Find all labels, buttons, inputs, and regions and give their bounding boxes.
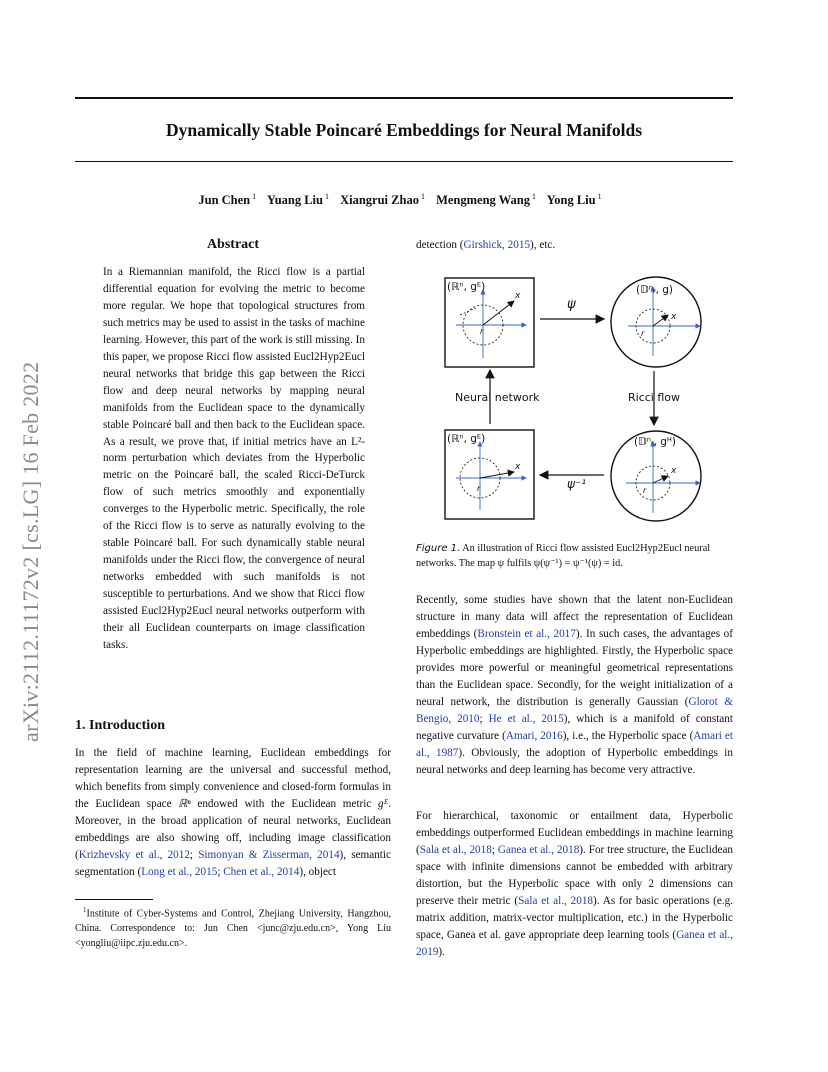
citation-link[interactable]: Sala et al., 2018	[419, 844, 492, 856]
x-label: x	[515, 291, 521, 301]
r-label: r	[477, 484, 481, 493]
footnote-text: Institute of Cyber-Systems and Control, Zhejiang University, Hangzhou, China. Correspondence to: Jun Chen <junc@zju.edu.cn>, Yong Liu <yongliu@iipc.zju.edu.cn>.	[75, 908, 391, 949]
neural-network-label: Neural network	[455, 391, 540, 404]
text-run: ). In such cases, the advantages of Hyperbolic embeddings are highlighted. Firstly, the Hyperbolic space provides more powerful or meaningful geometrical representations than the Euclidean space. Secondly, for the weight initialization of a neural network, the distribution is generally Gaussian (	[416, 628, 733, 708]
r-label: r	[480, 327, 484, 336]
author-name: Yong Liu	[546, 193, 596, 208]
text-run: For hierarchical, taxonomic or entailment data, Hyperbolic embeddings outperformed Euclidean embeddings in machine learning (	[416, 810, 733, 856]
text-run: Recently, some studies have shown that the latent non-Euclidean structure in many data will affect the representation of Euclidean embeddings (	[416, 594, 733, 640]
abstract-text: In a Riemannian manifold, the Ricci flow is a partial differential equation for evolving the metric to become more regular. We hope that topological structures from such metrics may be used to assist in the tasks of machine learning. However, this part of the work is still missing. In this paper, we propose Ricci flow assisted Eucl2Hyp2Eucl neural networks that bridge this gap between the Ricci flow and deep neural networks by mapping neural manifolds from the Euclidean space to the dynamically stable Poincaré ball and then back to the Euclidean space. As a result, we prove that, if initial metrics have an L²-norm perturbation which deviates from the Hyperbolic metric on the Poincaré ball, the scaled Ricci-DeTurck flow of such metrics smoothly and exponentially converges to the Hyperbolic metric. Specifically, the role of the Ricci flow is to serve as naturally evolving to the stable Poincaré ball. For such dynamically stable neural manifolds under the Ricci flow, the convergence of neural networks embedded with such manifolds is not susceptible to perturbations. And we show that Ricci flow assisted Eucl2Hyp2Eucl neural networks outperform with their all Euclidean counterparts on image classification tasks.	[103, 266, 365, 651]
r-label: r	[641, 329, 645, 338]
r-label: r	[643, 486, 647, 495]
author-list	[75, 192, 733, 208]
author-name: Mengmeng Wang	[436, 193, 530, 208]
psi-inverse-label: ψ⁻¹	[567, 477, 587, 491]
affiliation-mark: 1	[324, 192, 329, 201]
text-run: ). Obviously, the adoption of Hyperbolic embeddings in neural networks and deep learning has become very attractive.	[416, 747, 733, 776]
affiliation-mark: 1	[531, 192, 536, 201]
affiliation-mark: 1	[597, 192, 602, 201]
citation-link[interactable]: Glorot & Bengio, 2010	[416, 696, 733, 725]
text-run: endowed with the Euclidean metric	[190, 798, 379, 810]
text-run: ), object	[299, 866, 336, 878]
text-run: . Moreover, in the broad application of neural networks, Euclidean embeddings are also showing off, including image classification (	[75, 798, 391, 861]
figure-caption	[416, 542, 733, 571]
text-run: ;	[491, 844, 498, 856]
citation-link[interactable]: Amari, 2016	[505, 730, 563, 742]
author-name: Jun Chen	[198, 193, 251, 208]
x-label: x	[515, 462, 521, 472]
space-label: (𝔻ⁿᵣ, g)	[636, 284, 674, 296]
space-label: (𝔻ⁿᵣ, gᴴ)	[634, 436, 677, 448]
text-run: ;	[189, 849, 199, 861]
body-paragraph	[416, 592, 733, 779]
text-run: ), etc.	[530, 239, 556, 251]
text-run: ;	[479, 713, 489, 725]
citation-link[interactable]: Krizhevsky et al., 2012	[78, 849, 190, 861]
citation-link[interactable]: Ganea et al., 2018	[497, 844, 580, 856]
space-label: (ℝⁿ, gᴱ)	[447, 433, 486, 445]
math-symbol: ℝⁿ	[178, 798, 191, 810]
citation-link[interactable]: Sala et al., 2018	[518, 895, 594, 907]
citation-link[interactable]: Amari et al., 1987	[416, 730, 733, 759]
citation-link[interactable]: Bronstein et al., 2017	[477, 628, 576, 640]
text-run: ).	[438, 946, 445, 958]
arxiv-stamp: arXiv:2112.11172v2 [cs.LG] 16 Feb 2022	[18, 361, 43, 742]
citation-link[interactable]: Long et al., 2015	[141, 866, 218, 878]
text-run: ;	[217, 866, 224, 878]
citation-link[interactable]: Chen et al., 2014	[223, 866, 300, 878]
text-run: ). For tree structure, the Euclidean space with infinite dimensions cannot be embedded with arbitrary distortion, but the Hyperbolic space with only 2 dimensions can preserve their metric (	[416, 844, 734, 907]
x-label: x	[671, 466, 677, 476]
footnote-mark: 1	[83, 906, 87, 914]
footnote	[75, 903, 391, 951]
citation-link[interactable]: Girshick, 2015	[463, 239, 531, 251]
abstract-heading: Abstract	[206, 237, 260, 252]
continued-text	[416, 239, 555, 251]
text-run: ), i.e., the Hyperbolic space (	[562, 730, 694, 742]
title-rule-bottom	[75, 161, 733, 162]
text-run: ), which is a manifold of constant negative curvature (	[416, 713, 733, 742]
title-rule-top	[75, 97, 733, 99]
caption-text: An illustration of Ricci flow assisted Eucl2Hyp2Eucl neural networks. The map ψ fulfils ψ(ψ⁻¹) = ψ⁻¹(ψ) = id.	[416, 543, 711, 569]
space-label: (ℝⁿ, gᴱ)	[447, 281, 486, 293]
text-run: In the field of machine learning, Euclidean embeddings for representation learning are the universal and successful method, which benefits from simply convenience and closed-form formulas in the Euclidean space	[75, 747, 391, 810]
section-heading-introduction: 1. Introduction	[75, 718, 165, 733]
citation-link[interactable]: Simonyan & Zisserman, 2014	[198, 849, 340, 861]
text-run: ). As for basic operations (e.g. matrix addition, matrix-vector multiplication, etc.) in the Hyperbolic space, Ganea et al. gave appropriate deep learning tools (	[416, 895, 733, 941]
affiliation-mark: 1	[420, 192, 425, 201]
text-run: ), semantic segmentation (	[75, 849, 391, 878]
body-paragraph	[416, 808, 733, 961]
math-symbol: gᴱ	[378, 798, 389, 810]
psi-label: ψ	[567, 297, 576, 312]
caption-label: Figure 1.	[416, 543, 461, 554]
affiliation-mark: 1	[252, 192, 257, 201]
footnote-rule	[75, 899, 153, 900]
x-label: x	[671, 312, 677, 322]
paper-title: Dynamically Stable Poincaré Embeddings for Neural Manifolds	[165, 120, 643, 140]
introduction-paragraph	[75, 745, 391, 881]
figure-1	[416, 270, 733, 540]
citation-link[interactable]: He et al., 2015	[488, 713, 564, 725]
author-name: Xiangrui Zhao	[340, 193, 419, 208]
citation-link[interactable]: Ganea et al., 2019	[416, 929, 733, 958]
ricci-flow-label: Ricci flow	[628, 391, 681, 404]
author-name: Yuang Liu	[266, 193, 323, 208]
text-run: detection (	[416, 239, 464, 251]
